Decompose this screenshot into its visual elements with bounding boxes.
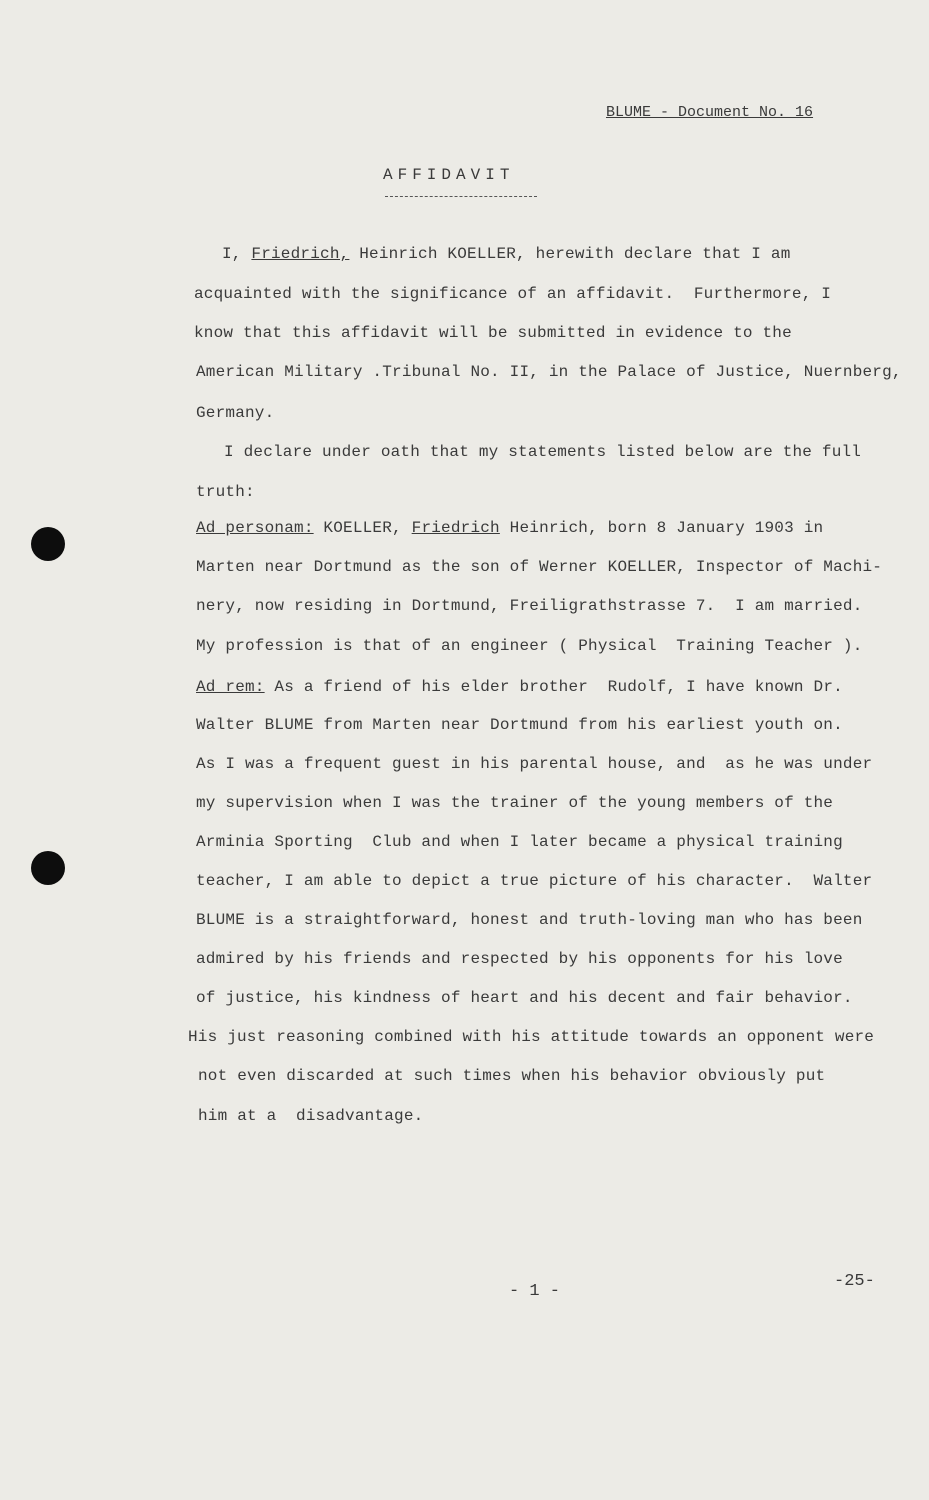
body-line: know that this affidavit will be submitted in evidence to the [194, 324, 792, 342]
body-line: Germany. [196, 404, 275, 422]
document-title: AFFIDAVIT [383, 166, 515, 184]
body-line: acquainted with the significance of an affidavit. Furthermore, I [194, 285, 832, 303]
body-line: His just reasoning combined with his attitude towards an opponent were [188, 1028, 875, 1046]
body-line: Walter BLUME from Marten near Dortmund from his earliest youth on. [196, 716, 843, 734]
punch-hole-bottom [31, 851, 65, 885]
section-label-ad-rem: Ad rem: [196, 678, 265, 696]
body-line: him at a disadvantage. [198, 1107, 424, 1125]
body-line: My profession is that of an engineer ( Physical Training Teacher ). [196, 637, 863, 655]
body-line: my supervision when I was the trainer of the young members of the [196, 794, 834, 812]
body-line: nery, now residing in Dortmund, Freiligrathstrasse 7. I am married. [196, 597, 863, 615]
stamp-number: -25- [834, 1272, 875, 1291]
body-line: admired by his friends and respected by his opponents for his love [196, 950, 843, 968]
body-line: of justice, his kindness of heart and his decent and fair behavior. [196, 989, 853, 1007]
body-line: not even discarded at such times when his behavior obviously put [198, 1067, 826, 1085]
body-line: teacher, I am able to depict a true picture of his character. Walter [196, 872, 873, 890]
underlined-name: Friedrich [411, 519, 500, 537]
body-line: American Military .Tribunal No. II, in the Palace of Justice, Nuernberg, [196, 363, 902, 381]
body-line: Ad personam: KOELLER, Friedrich Heinrich, born 8 January 1903 in [196, 519, 824, 537]
body-line: I declare under oath that my statements listed below are the full [224, 443, 862, 461]
section-label-ad-personam: Ad personam: [196, 519, 314, 537]
punch-hole-top [31, 527, 65, 561]
body-line: Ad rem: As a friend of his elder brother Rudolf, I have known Dr. [196, 678, 843, 696]
body-line: As I was a frequent guest in his parental house, and as he was under [196, 755, 873, 773]
document-reference: BLUME - Document No. 16 [606, 104, 814, 121]
body-line: Marten near Dortmund as the son of Werner KOELLER, Inspector of Machi- [196, 558, 883, 576]
underlined-name: Friedrich, [251, 245, 350, 263]
page-number: - 1 - [509, 1282, 561, 1301]
body-line: I, Friedrich, Heinrich KOELLER, herewith declare that I am [222, 245, 791, 263]
body-line: truth: [196, 483, 255, 501]
body-line: Arminia Sporting Club and when I later became a physical training [196, 833, 843, 851]
title-underline [385, 196, 537, 197]
body-line: BLUME is a straightforward, honest and truth-loving man who has been [196, 911, 863, 929]
